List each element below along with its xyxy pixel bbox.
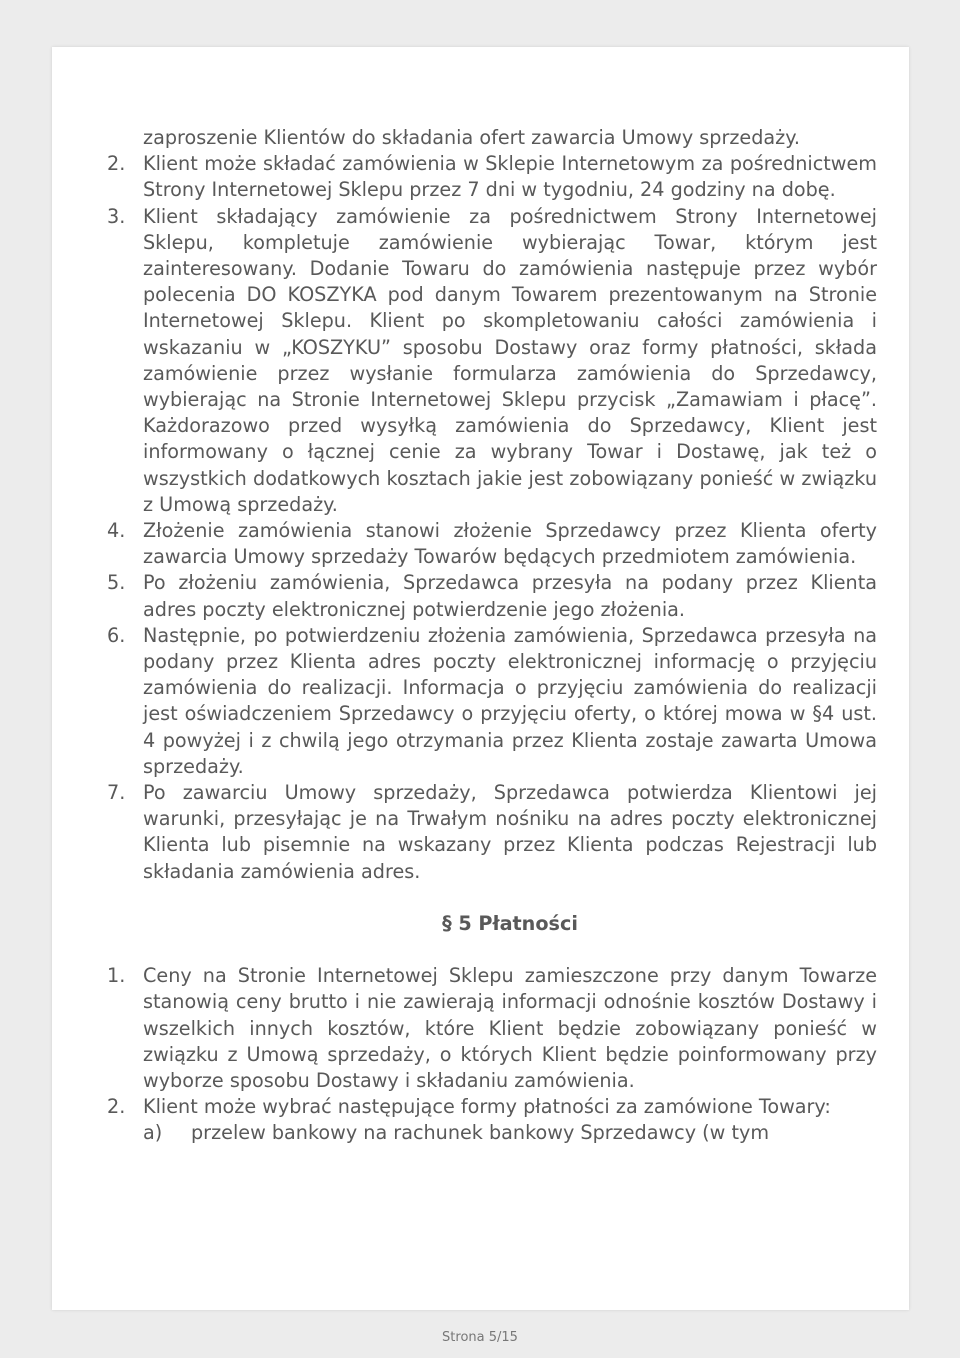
sub-list-item — [143, 1120, 877, 1146]
item-text: Klient składający zamówienie za pośrednictwem Strony Internetowej Sklepu, kompletuje zamówienie wybierając Towar, którym jest zainteresowany. Dodanie Towaru do zamówienia następuje przez wybór polecenia DO KOSZYKA pod danym Towarem prezentowanym na Stronie Internetowej Sklepu. Klient po skompletowaniu całości zamówienia i wskazaniu w „KOSZYKU” sposobu Dostawy oraz formy płatności, składa zamówienie przez wysłanie formularza zamówienia do Sprzedawcy, wybierając na Stronie Internetowej Sklepu przycisk „Zamawiam i płacę”. Każdorazowo przed wysyłką zamówienia do Sprzedawcy, Klient jest informowany o łącznej cenie za wybrany Towar i Dostawę, jak też o wszystkich dodatkowych kosztach jakie jest zobowiązany ponieść w związku z Umową sprzedaży. — [143, 204, 877, 516]
list-item — [107, 780, 877, 885]
list-item — [107, 151, 877, 203]
item-number: 5. — [107, 571, 126, 595]
item-number: 4. — [107, 519, 126, 543]
document-content — [107, 125, 877, 1147]
continued-paragraph: zaproszenie Klientów do składania ofert zawarcia Umowy sprzedaży. — [143, 126, 800, 149]
item-text: Następnie, po potwierdzeniu złożenia zamówienia, Sprzedawca przesyła na podany przez Klienta adres poczty elektronicznej informację o przyjęciu zamówienia do realizacji. Informacja o przyjęciu zamówienia do realizacji jest oświadczeniem Sprzedawcy o przyjęciu oferty, o której mowa w §4 ust. 4 powyżej i z chwilą jego otrzymania przez Klienta zostaje zawarta Umowa sprzedaży. — [143, 623, 877, 778]
item-number: 2. — [107, 152, 126, 176]
document-page — [52, 47, 909, 1310]
sub-item-letter: a) — [143, 1121, 163, 1145]
list-item — [107, 570, 877, 622]
item-text: Ceny na Stronie Internetowej Sklepu zamieszczone przy danym Towarze stanowią ceny brutto i nie zawierają informacji odnośnie kosztów Dostawy i wszelkich innych kosztów, które Klient będzie zobowiązany ponieść w związku z Umową sprzedaży, o których Klient będzie poinformowany przy wyborze sposobu Dostawy i składaniu zamówienia. — [143, 964, 877, 1092]
item-number: 6. — [107, 623, 126, 647]
item-text: Złożenie zamówienia stanowi złożenie Sprzedawcy przez Klienta oferty zawarcia Umowy sprzedaży Towarów będących przedmiotem zamówienia. — [143, 519, 877, 569]
section-heading: § 5 Płatności — [442, 911, 578, 935]
item-text: Po złożeniu zamówienia, Sprzedawca przesyła na podany przez Klienta adres poczty elektronicznej potwierdzenie jego złożenia. — [143, 571, 877, 621]
list-item — [107, 963, 877, 1094]
list-item — [107, 518, 877, 570]
list-item — [107, 1094, 877, 1120]
item-text: Klient może wybrać następujące formy płatności za zamówione Towary: — [143, 1095, 831, 1119]
item-number: 3. — [107, 204, 126, 228]
item-text: Klient może składać zamówienia w Sklepie Internetowym za pośrednictwem Strony Internetowej Sklepu przez 7 dni w tygodniu, 24 godziny na dobę. — [143, 152, 877, 202]
item-number: 7. — [107, 781, 126, 805]
page-number: Strona 5/15 — [442, 1330, 518, 1345]
item-number: 1. — [107, 964, 126, 988]
item-number: 2. — [107, 1095, 126, 1119]
sub-item-text: przelew bankowy na rachunek bankowy Sprzedawcy (w tym — [191, 1121, 770, 1145]
item-text: Po zawarciu Umowy sprzedaży, Sprzedawca potwierdza Klientowi jej warunki, przesyłając je na Trwałym nośniku na adres poczty elektronicznej Klienta lub pisemnie na wskazany przez Klienta podczas Rejestracji lub składania zamówienia adres. — [143, 781, 877, 883]
list-item — [107, 204, 877, 518]
list-item — [107, 623, 877, 780]
